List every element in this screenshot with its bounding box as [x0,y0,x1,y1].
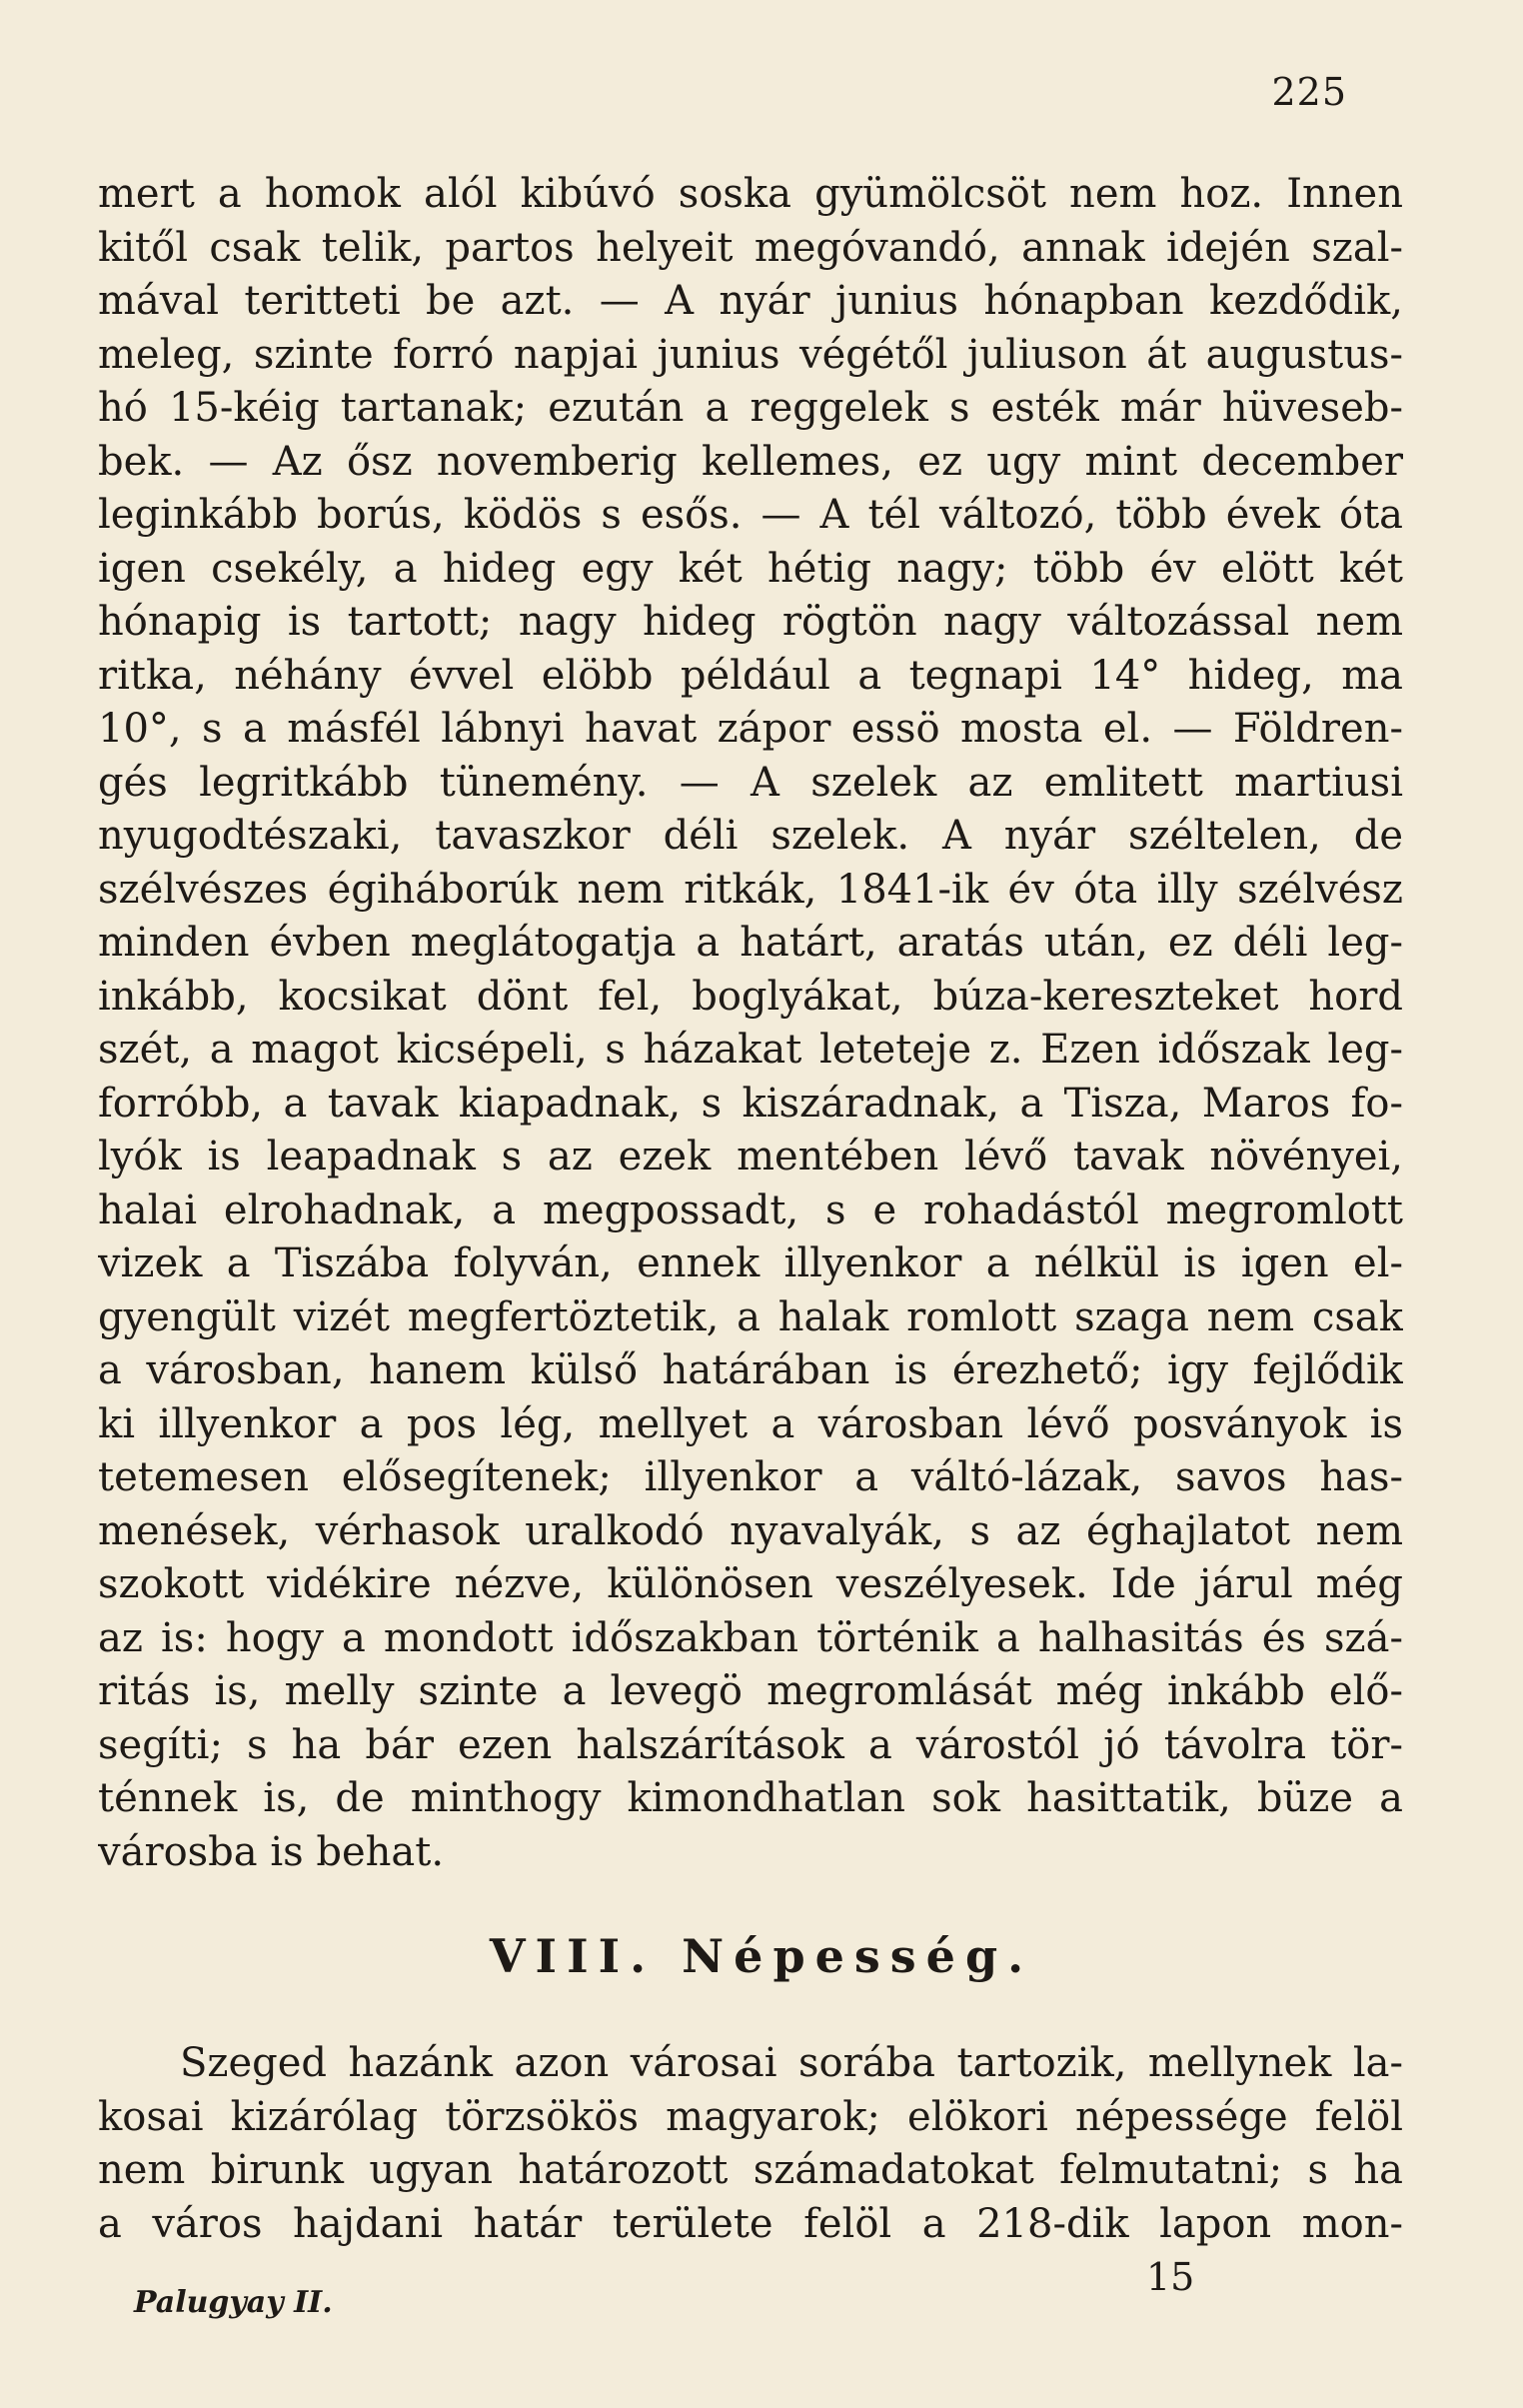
text-line: nyugodtészaki, tavaszkor déli szelek. A nyár széltelen, de [98,813,1403,859]
text-line: tetemesen elősegítenek; illyenkor a váltó-lázak, savos has- [98,1454,1403,1500]
text-line: Szeged hazánk azon városai sorába tartozik, mellynek la- [180,2040,1403,2086]
text-line: 10°, s a másfél lábnyi havat zápor essö mosta el. — Földren- [98,706,1403,752]
text-line: leginkább borús, ködös s esős. — A tél változó, több évek óta [98,492,1403,538]
text-line: hónapig is tartott; nagy hideg rögtön nagy változással nem [98,599,1403,645]
text-line: a város hajdani határ területe felöl a 218-dik lapon mon- [98,2200,1403,2247]
text-line: városba is behat. [98,1828,445,1875]
page-number: 225 [1271,70,1347,114]
text-line: gyengült vizét megfertöztetik, a halak romlott szaga nem csak [98,1293,1403,1340]
text-line: nem birunk ugyan határozott számadatokat felmutatni; s ha [98,2147,1403,2193]
text-line: menések, vérhasok uralkodó nyavalyák, s az éghajlatot nem [98,1507,1403,1554]
text-line: szét, a magot kicsépeli, s házakat leteteje z. Ezen időszak leg- [98,1027,1403,1073]
text-line: kosai kizárólag törzsökös magyarok; elökori népessége felöl [98,2093,1403,2140]
text-line: mert a homok alól kibúvó soska gyümölcsöt nem hoz. Innen [98,171,1403,217]
text-line: az is: hogy a mondott időszakban történik a halhasitás és szá- [98,1614,1403,1661]
text-line: gés legritkább tünemény. — A szelek az emlitett martiusi [98,759,1403,806]
printer-signature: Palugyay II. [134,2285,333,2320]
text-line: ritás is, melly szinte a levegö megromlását még inkább elő- [98,1668,1403,1714]
text-line: lyók is leapadnak s az ezek mentében lévő tavak növényei, [98,1134,1403,1180]
text-line: hó 15-kéig tartanak; ezután a reggelek s esték már hüveseb- [98,385,1403,431]
body-text [98,168,1403,1879]
text-line: kitől csak telik, partos helyeit megóvandó, annak idején szal- [98,224,1403,271]
text-line: ritka, néhány évvel elöbb például a tegnapi 14° hideg, ma [98,652,1403,699]
text-line: vizek a Tiszába folyván, ennek illyenkor a nélkül is igen el- [98,1240,1403,1286]
text-line: a városban, hanem külső határában is érezhető; igy fejlődik [98,1347,1403,1393]
text-line: mával teritteti be azt. — A nyár junius hónapban kezdődik, [98,278,1403,324]
text-line: ténnek is, de minthogy kimondhatlan sok hasittatik, büze a [98,1775,1403,1821]
text-line: forróbb, a tavak kiapadnak, s kiszáradnak, a Tisza, Maros fo- [98,1080,1403,1127]
text-line: segíti; s ha bár ezen halszárítások a várostól jó távolra tör- [98,1721,1403,1768]
text-line: szokott vidékire nézve, különösen veszélyesek. Ide járul még [98,1561,1403,1607]
text-line: inkább, kocsikat dönt fel, boglyákat, búza-kereszteket hord [98,973,1403,1020]
text-line: bek. — Az ősz novemberig kellemes, ez ugy mint december [98,438,1403,485]
text-line: meleg, szinte forró napjai junius végétől juliuson át augustus- [98,331,1403,378]
section-heading: VIII. Népesség. [489,1929,1034,1983]
text-line: minden évben meglátogatja a határt, aratás után, ez déli leg- [98,920,1403,966]
text-line: halai elrohadnak, a megpossadt, s e rohadástól megromlott [98,1187,1403,1233]
text-line: ki illyenkor a pos lég, mellyet a városban lévő posványok is [98,1400,1403,1447]
sheet-number: 15 [1146,2255,1195,2299]
text-line: szélvészes égiháborúk nem ritkák, 1841-ik év óta illy szélvész [98,866,1403,913]
text-line: igen csekély, a hideg egy két hétig nagy; több év elött két [98,545,1403,592]
section-text [98,2037,1403,2251]
